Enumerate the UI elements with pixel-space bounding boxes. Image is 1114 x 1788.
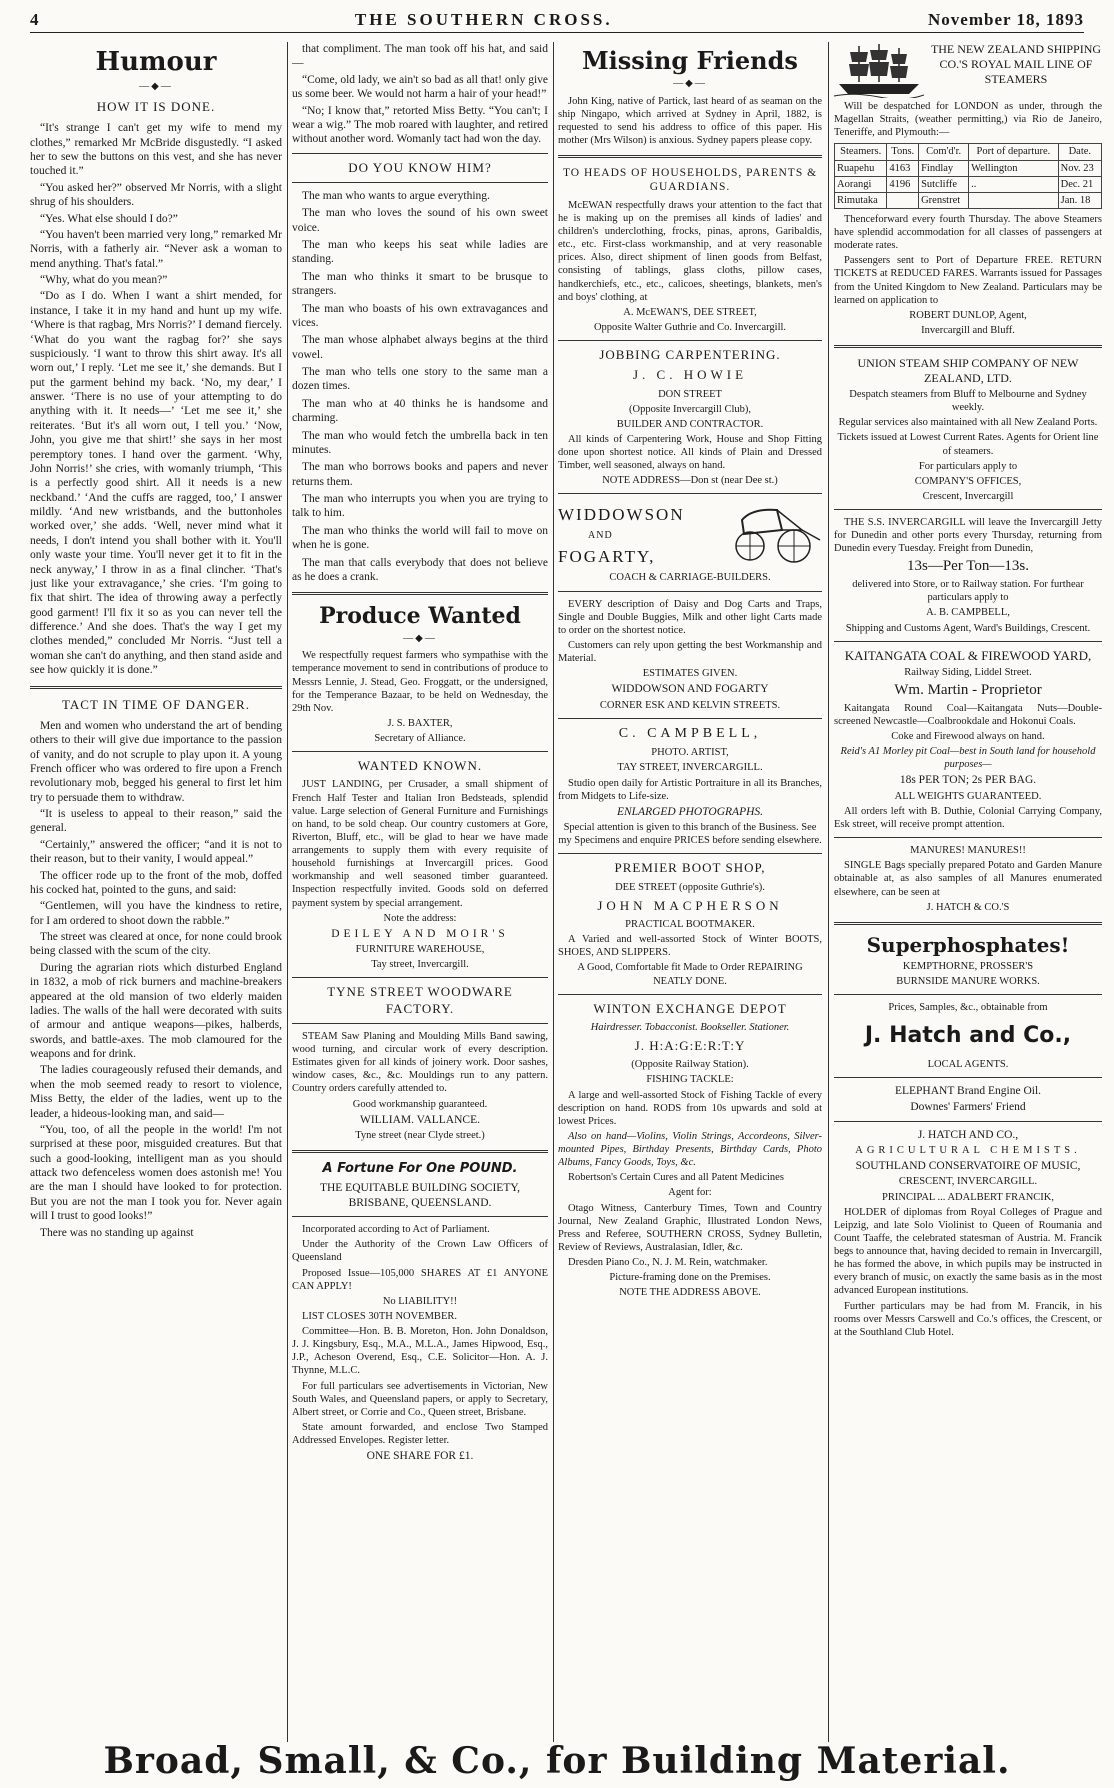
paragraph: EVERY description of Daisy and Dog Carts and Traps, Single and Double Buggies, Milk and other light Carts made to order on the shortest notice. (558, 598, 822, 636)
list-item: The man who loves the sound of his own sweet voice. (292, 207, 548, 234)
table-row (835, 176, 1102, 192)
divider (292, 1216, 548, 1217)
ad-heading: WINTON EXCHANGE DEPOT (593, 1000, 787, 1016)
ad-note: Note the address: (383, 912, 457, 924)
ad-heading: Agent for: (668, 1187, 712, 1199)
ad-heading: THE NEW ZEALAND SHIPPING CO.'S ROYAL MAIL LINE OF STEAMERS (930, 42, 1102, 86)
ad-note: ALL WEIGHTS GUARANTEED. (894, 790, 1042, 802)
ad-heading: MANURES! MANURES!! (910, 845, 1026, 857)
paragraph: The ladies courageously refused their demands, and when the mob seemed ready to resort to violence, Miss Betty, the elder of the ladies, went up to the leader, a hideous-looking man, and said— (30, 1064, 282, 1120)
paragraph: “Why, what do you mean?” (40, 274, 168, 286)
paragraph: “It is useless to appeal to their reason,” said the general. (30, 808, 282, 835)
section-heading-humour: Humour (95, 47, 217, 77)
paragraph: McEWAN respectfully draws your attention to the fact that he is making up on the premises all kinds of ladies' and children's underclothing, frocks, pinas, aprons, Garibaldis, etc., etc. First-class workmanship, and at very reasonable prices. Also, direct shipment of linen goods from Belfast, consisting of tablings, glass cloths, pillow cases, handkerchiefs, etc., etc., calicoes, sheetings, blankets, men's and boys' clothing, at (558, 199, 822, 303)
paragraph: STEAM Saw Planing and Moulding Mills Band sawing, wood turning, and circular work of every description. Estimates given for all kinds of joinery work. Door sashes, window cases, &c., &c. Mouldings run to any pattern. Country orders carefully attended to. (292, 1030, 548, 1095)
ad-address: Crescent, Invercargill (922, 490, 1014, 502)
ad-address: Invercargill and Bluff. (921, 324, 1015, 336)
paragraph: THE S.S. INVERCARGILL will leave the Invercargill Jetty for Dunedin and other ports every Thursday, returning from Dunedin every Tuesday. Freight from Dunedin, (834, 517, 1102, 555)
paragraph: All orders left with B. Duthie, Colonial Carrying Company, Esk street, will receive prompt attention. (834, 805, 1102, 830)
table-row (835, 192, 1102, 208)
paragraph: Coke and Firewood always on hand. (891, 731, 1045, 742)
divider (834, 1121, 1102, 1122)
list-item: The man that calls everybody that does not believe as he does a crank. (292, 556, 548, 583)
ad-business-name: THE EQUITABLE BUILDING SOCIETY, BRISBANE, QUEENSLAND. (319, 1182, 521, 1209)
divider (834, 509, 1102, 510)
ad-note: NOTE ADDRESS—Don st (near Dee st.) (602, 475, 778, 487)
column-three (558, 42, 822, 1742)
paragraph: “Come, old lady, we ain't so bad as all that! only give us some beer. We would not harm a hair of your head!” (292, 73, 548, 101)
ad-trade: COACH & CARRIAGE-BUILDERS. (609, 572, 771, 584)
ad-business-name: C. CAMPBELL, (618, 725, 762, 741)
divider (30, 686, 282, 689)
ad-address: TAY STREET, INVERCARGILL. (617, 762, 763, 774)
list-item: The man who thinks the world will fail to move on when he is gone. (292, 524, 548, 552)
paragraph: “Certainly,” answered the officer; “and it is not to their reason, but to their vanity, I would appeal.” (30, 838, 282, 866)
paragraph: All kinds of Carpentering Work, House and Shop Fitting done upon shortest notice. All kinds of Plain and Dressed Timber, well seasoned, always on hand. (558, 433, 822, 472)
ad-note: Good workmanship guaranteed. (352, 1098, 488, 1110)
divider (292, 153, 548, 154)
paragraph: SINGLE Bags specially prepared Potato and Garden Manure obtainable at, as also samples of all Manures enumerated elsewhere, can be seen at (834, 860, 1102, 898)
table-cell: 4196 (887, 176, 919, 192)
signature-title: Secretary of Alliance. (374, 733, 466, 744)
paragraph: Kaitangata Round Coal—Kaitangata Nuts—Double-screened Newcastle—Coalbrookdale and Hokonui Coals. (834, 702, 1102, 727)
divider (292, 977, 548, 978)
list-item: The man whose alphabet always begins at the third vowel. (292, 334, 548, 361)
ad-proprietor: Wm. Martin - Proprietor (894, 682, 1042, 698)
list (292, 189, 548, 584)
ad-heading-superphosphates: Superphosphates! (866, 932, 1070, 957)
ad-business-name: WIDDOWSON AND FOGARTY (611, 683, 769, 696)
table-cell: Rimutaka (835, 192, 887, 208)
ornament-rule: —◆— (139, 80, 173, 92)
paragraph: “You, too, of all the people in the world! I'm not surprised at these poor, misguided creatures. But that such a good-looking, intelligent man as you should attack two defenceless women does astonish me! You are the man I should have looked to for protection. But you are not the man I took you for. Never again will I trust to good looks!” (30, 1123, 282, 1223)
column-divider (553, 42, 554, 1742)
paragraph: Prices, Samples, &c., obtainable from (888, 1002, 1048, 1013)
ad-closing: ONE SHARE FOR £1. (366, 1450, 474, 1463)
paragraph: For particulars apply to (918, 460, 1018, 472)
paragraph: Also on hand—Violins, Violin Strings, Accordeons, Silver-mounted Pipes, Birthday Presents, Birthday Cards, Photo Albums, Fancy Goods, Toys, &c. (558, 1130, 822, 1169)
ad-address: Tay street, Invercargill. (371, 959, 469, 971)
table-cell (969, 192, 1058, 208)
paragraph: Under the Authority of the Crown Law Officers of Queensland (292, 1239, 548, 1264)
ad-business-name: FOGARTY, (558, 547, 656, 567)
ad-street: DON STREET (658, 388, 722, 400)
list-item: The man who wants to argue everything. (302, 189, 490, 202)
paragraph: “You haven't been married very long,” remarked Mr Norris, with a fatherly air. “Never ask a woman to mend anything. That's fatal.” (30, 228, 282, 270)
ad-note: NOTE THE ADDRESS ABOVE. (619, 1287, 761, 1299)
list-item: The man who interrupts you when you are trying to talk to him. (292, 493, 548, 520)
story-body (30, 719, 282, 1240)
ad-heading: TYNE STREET WOODWARE FACTORY. (327, 984, 513, 1016)
paragraph: Committee—Hon. B. B. Moreton, Hon. John Donaldson, J. J. Kingsbury, Esq., M.A., M.L.A., James Hipwood, Esq., J.P., Acheson Overend, Esq., C.E. Solicitor—Hon. A. J. Thynne, M.L.C. (292, 1326, 548, 1377)
paragraph: delivered into Store, or to Railway station. For furthear particulars apply to (852, 579, 1084, 604)
paragraph: Picture-framing done on the Premises. (609, 1272, 771, 1284)
ad-business-type: FURNITURE WAREHOUSE, (355, 944, 485, 956)
divider (558, 155, 822, 158)
signature: J. S. BAXTER, (387, 717, 453, 729)
paragraph: The officer rode up to the front of the mob, doffed his cocked hat, pointed to the guns, and said: (30, 869, 282, 896)
ad-note: ESTIMATES GIVEN. (642, 668, 738, 680)
paragraph: Despatch steamers from Bluff to Melbourne and Sydney weekly. (849, 389, 1087, 414)
paragraph: Regular services also maintained with all New Zealand Ports. (838, 417, 1098, 429)
table-cell: Ruapehu (835, 160, 887, 176)
paragraph: Will be despatched for LONDON as under, through the Magellan Straits, (weather permitting,) via Rio de Janeiro, Teneriffe, and Plymouth:— (834, 101, 1102, 139)
list-item: The man who borrows books and papers and never returns them. (292, 461, 548, 488)
ad-trade: PHOTO. ARTIST, (651, 747, 729, 759)
divider (558, 591, 822, 592)
divider (292, 1150, 548, 1153)
ad-address: Opposite Walter Guthrie and Co. Invercargill. (593, 321, 787, 333)
table-cell: Jan. 18 (1058, 192, 1101, 208)
paragraph: There was no standing up against (40, 1226, 194, 1239)
divider (834, 641, 1102, 642)
ad-business-name: J. C. HOWIE (632, 367, 748, 383)
story-body (30, 121, 282, 677)
column-header: Steamers. (835, 144, 887, 160)
carriage-illustration (722, 500, 822, 566)
column-divider (287, 42, 288, 1742)
paragraph: “It's strange I can't get my wife to mend my clothes,” remarked Mr McBride disgustedly. “I asked her to sew the buttons on this vest, and she has never touched it.” (30, 122, 282, 178)
ad-trade: BUILDER AND CONTRACTOR. (616, 418, 764, 430)
ad-address: CORNER ESK AND KELVIN STREETS. (599, 699, 781, 711)
paragraph: Passengers sent to Port of Departure FREE. RETURN TICKETS at REDUCED FARES. Warrants issued for Passages from the United Kingdom to New Zealand. Particulars may be learned on application to (834, 255, 1102, 306)
masthead (30, 8, 1084, 33)
paragraph: A Varied and well-assorted Stock of Winter BOOTS, SHOES, AND SLIPPERS. (558, 934, 822, 959)
paragraph: A Good, Comfortable fit Made to Order REPAIRING NEATLY DONE. (577, 962, 803, 987)
divider (558, 493, 822, 494)
table-cell: Findlay (919, 160, 969, 176)
table-cell: Nov. 23 (1058, 160, 1101, 176)
ad-business-name: BURNSIDE MANURE WORKS. (896, 975, 1040, 987)
footer-advertisement: Broad, Small, & Co., for Building Material. (103, 1740, 1011, 1782)
table-cell (887, 192, 919, 208)
divider (292, 751, 548, 752)
paragraph: Customers can rely upon getting the best Workmanship and Material. (558, 639, 822, 664)
paragraph: Reid's A1 Morley pit Coal—best in South land for household purposes— (840, 746, 1096, 771)
divider (558, 340, 822, 341)
story-title: TACT IN TIME OF DANGER. (62, 696, 250, 712)
ad-business-name: JOHN MACPHERSON (597, 897, 783, 913)
ad-principal: PRINCIPAL ... ADALBERT FRANCIK, (882, 1191, 1054, 1203)
ad-business-name: DEILEY AND MOIR'S (331, 927, 509, 940)
ad-address: CRESCENT, INVERCARGILL. (898, 1176, 1038, 1188)
paragraph: For full particulars see advertisements in Victorian, New South Wales, and Queensland papers, or apply to Secretary, Albert street, or Corrie and Co., Queen street, Brisbane. (292, 1380, 548, 1418)
ad-note: LOCAL AGENTS. (927, 1058, 1009, 1070)
table-cell: Wellington (969, 160, 1058, 176)
paragraph: “You asked her?” observed Mr Norris, with a slight shrug of his shoulders. (30, 181, 282, 209)
paragraph: We respectfully request farmers who sympathise with the temperance movement to send in contributions of produce to Messrs Lennie, J. Stead, Geo. Froggatt, or the undersigned, for the Temperance Bazaar, to be held on Wednesday, the 29th Nov. (292, 650, 548, 714)
divider (558, 718, 822, 719)
paragraph: Further particulars may be had from M. Francik, in his rooms over Messrs Carswell and Co.'s offices, the Crescent, or at the Southland Club Hotel. (834, 1300, 1102, 1338)
paragraph: that compliment. The man took off his hat, and said— (292, 43, 548, 70)
ad-heading: UNION STEAM SHIP COMPANY OF NEW ZEALAND, LTD. (857, 356, 1079, 385)
ornament-rule: —◆— (403, 632, 437, 644)
paragraph: The street was cleared at once, for none could brook being classed with the scum of the city. (30, 931, 282, 958)
ad-widdowson (558, 500, 822, 571)
paragraph: “No; I know that,” retorted Miss Betty. “You can't; I wear a wig.” The mob roared with laughter, and retired without another word. Womanly tact had won the day. (292, 104, 548, 146)
paragraph: LIST CLOSES 30TH NOVEMBER. (302, 1310, 457, 1322)
paragraph: Proposed Issue—105,000 SHARES AT £1 ANYONE CAN APPLY! (292, 1267, 548, 1292)
story-title: DO YOU KNOW HIM? (348, 159, 492, 175)
ad-address: (Opposite Invercargill Club), (629, 403, 751, 415)
ad-address: (Opposite Railway Station). (631, 1059, 749, 1071)
ad-trade: PRACTICAL BOOTMAKER. (625, 919, 755, 930)
divider (558, 994, 822, 995)
divider (292, 1023, 548, 1024)
paragraph: No LIABILITY!! (382, 1295, 458, 1307)
paragraph: Special attention is given to this branch of the Business. See my Specimens and enquire PRICES before sending elsewhere. (558, 822, 822, 847)
ad-heading: JOBBING CARPENTERING. (599, 347, 781, 362)
ad-product: Downes' Farmers' Friend (910, 1101, 1026, 1114)
ornament-rule: —◆— (673, 78, 707, 89)
ad-heading: WANTED KNOWN. (357, 758, 483, 774)
ad-address: Railway Siding, Liddel Street. (904, 666, 1032, 678)
divider (834, 837, 1102, 838)
table-cell: .. (969, 176, 1058, 192)
paragraph: “Yes. What else should I do?” (40, 212, 178, 225)
ad-heading: TO HEADS OF HOUSEHOLDS, PARENTS & GUARDIANS. (562, 167, 818, 194)
ad-trades: Hairdresser. Tobacconist. Bookseller. Stationer. (590, 1021, 790, 1033)
section-heading-missing-friends: Missing Friends (582, 46, 798, 75)
list-item: The man who thinks it smart to be brusque to strangers. (292, 270, 548, 298)
issue-date: November 18, 1893 (928, 10, 1084, 29)
ad-business-name: J. HATCH AND CO., (917, 1128, 1019, 1141)
page-number: 4 (30, 10, 40, 29)
ad-business-name: WILLIAM. VALLANCE. (360, 1113, 480, 1126)
ad-business-name: WIDDOWSON (558, 505, 685, 525)
list-item: The man who tells one story to the same man a dozen times. (292, 366, 548, 393)
divider (292, 182, 548, 183)
table-row (835, 160, 1102, 176)
ad-business-name: COMPANY'S OFFICES, (914, 475, 1022, 487)
paragraph: Incorporated according to Act of Parliament. (302, 1224, 490, 1236)
ad-heading: PREMIER BOOT SHOP, (614, 860, 766, 876)
paragraph: A large and well-assorted Stock of Fishing Tackle of every description on hand. RODS from 10s upwards and sold at lowest Prices. (558, 1089, 822, 1127)
ad-business-name: KEMPTHORNE, PROSSER'S (902, 960, 1034, 972)
ad-heading: KAITANGATA COAL & FIREWOOD YARD, (844, 647, 1092, 663)
divider (834, 1077, 1102, 1078)
column-humour (30, 42, 282, 1742)
column-two (292, 42, 548, 1742)
ad-heading: ENLARGED PHOTOGRAPHS. (616, 805, 764, 818)
paragraph: HOLDER of diplomas from Royal Colleges of Prague and Leipzig, and late Solo Violinist to Queen of Roumania and Count Taaffe, the celebrated statesman of Austria. M. Francik begs to announce that, having decided to remain in Invercargill, he has formed the above, in which pupils may be instructed in every branch of music, on exactly the same basis as in the most advanced European institutions. (834, 1206, 1102, 1297)
paragraph: “Do as I do. When I want a shirt mended, for instance, I take it in my hand and hunt up my wife. ‘Where is that ragbag, Mrs Norris?’ I demand fiercely. ‘What do you want the ragbag for?’ she says suspiciously. ‘I want to throw this shirt away. It's all worn out,’ I reply. ‘Let me see it,’ she demands. But I put the garment behind my back. ‘No, my dear,’ I answer. ‘There is no use of your attempting to do anything with it. It needs—’ ‘Let me see it,’ she reiterates. ‘But it's all worn out, I tell you.’ ‘Now, John, you give me that shirt!’ she says in her most peremptory tones. I hand over the garment. ‘Why, John Norris!’ she cries, with womanly triumph, ‘This is a perfectly good shirt. All it needs is a new neckband.’ ‘And the cuffs are ragged, too,’ I answer mildly. ‘And new wristbands, and the buttonholes worked over,’ she adds. ‘Well, never mind what it needs, I don't intend you shall bother with it. You'll only waste your time. You'll never get it to fit in the neck anyway,’ I throw in as a final clincher. ‘That's just like your extravagance,’ she cries. ‘I'm going to fix that shirt. The idea of throwing away a perfectly good garment! I'll fix it so as you can never tell the difference.’ And she does. That's the way I get my clothes mended,” concluded Mr Norris. “Just tell a woman she can't do anything, and then stand aside and see how quickly it is done.” (30, 290, 282, 677)
table-cell: Grenstret (919, 192, 969, 208)
column-header: Com'd'r. (919, 144, 969, 160)
list-item: The man who keeps his seat while ladies are standing. (292, 239, 548, 266)
ad-price: 18s PER TON; 2s PER BAG. (899, 774, 1037, 787)
table-cell: 4163 (887, 160, 919, 176)
divider (834, 994, 1102, 995)
ad-business-name: ROBERT DUNLOP, Agent, (909, 309, 1027, 321)
divider (834, 345, 1102, 348)
steamer-schedule-table (834, 143, 1102, 209)
paragraph: Thenceforward every fourth Thursday. The above Steamers have splendid accommodation for all classes of passengers at moderate rates. (834, 213, 1102, 252)
sailing-ship-icon (834, 42, 924, 98)
table-cell: Aorangi (835, 176, 887, 192)
paragraph: Studio open daily for Artistic Portraiture in all its Branches, from Midgets to Life-size. (558, 777, 822, 802)
ad-heading: FISHING TACKLE: (646, 1074, 734, 1086)
paragraph: JUST LANDING, per Crusader, a small shipment of French Half Tester and Italian Iron Bedsteads, splendid value. Large selection of General Furniture and Furnishings on hand, to be sold cheap. Our country customers at Gore, Riverton, Bluff, etc., will be glad to hear we have made arrangements to supply them with every requisite of household furnishings at Invercargill prices. Good workmanship and well seasoned timber guaranteed. Inspection respectfully invited. Goods sold on deferred payment system by special arrangement. (292, 779, 548, 909)
column-header: Tons. (887, 144, 919, 160)
list-item: The man who at 40 thinks he is handsome and charming. (292, 397, 548, 425)
newspaper-title: THE SOUTHERN CROSS. (354, 10, 613, 29)
table-cell: Sutcliffe (919, 176, 969, 192)
ad-conjunction: AND (588, 529, 613, 541)
ad-business-name: A. McEWAN'S, DEE STREET, (623, 306, 757, 318)
ad-business-name: J. H:A:G:E:R:T:Y (634, 1038, 746, 1053)
ad-heading: SOUTHLAND CONSERVATOIRE OF MUSIC, (855, 1160, 1081, 1172)
table-cell: Dec. 21 (1058, 176, 1101, 192)
ad-product: ELEPHANT Brand Engine Oil. (894, 1084, 1042, 1097)
divider (834, 922, 1102, 925)
paragraph: During the agrarian riots which disturbed England in 1832, a mob of rick burners and machine-breakers appeared at the old mansion of two elderly maiden ladies. The walls of the hall were decorated with suits of armour and antique weapons—pikes, halberds, swords, and battle-axes. The mob clamoured for the weapons and for drink. (30, 961, 282, 1060)
paragraph: “Gentlemen, will you have the kindness to retire, for I am ordered to shoot down the rabble.” (30, 900, 282, 927)
paragraph: Dresden Piano Co., N. J. M. Rein, watchmaker. (568, 1257, 768, 1268)
ad-trade: AGRICULTURAL CHEMISTS. (855, 1144, 1081, 1156)
ad-heading-hatch: J. Hatch and Co., (864, 1023, 1072, 1049)
column-header: Date. (1058, 144, 1101, 160)
heading-produce-wanted: Produce Wanted (319, 603, 521, 630)
ad-price: 13s—Per Ton—13s. (906, 558, 1029, 575)
paragraph: Men and women who understand the art of bending others to their will give due importance to the passion of vanity, and do not scruple to play upon it. A young French officer who was ordered to fire upon a French revolutionary mob, begged his general to first let him try to persuade them to withdraw. (30, 719, 282, 804)
story-title: HOW IT IS DONE. (96, 99, 216, 114)
paragraph: John King, native of Partick, last heard of as seaman on the ship Ningapo, which arrived at Sydney in April, 1882, is requested to send his address to office of this paper. His mother (Mrs Wilson) is anxious. Sydney papers please copy. (558, 95, 822, 146)
ad-address: Tyne street (near Clyde street.) (355, 1130, 485, 1141)
ad-address: DEE STREET (opposite Guthrie's). (615, 881, 765, 893)
column-divider (828, 42, 829, 1742)
paragraph: Tickets issued at Lowest Current Rates. Agents for Orient line of steamers. (837, 432, 1099, 457)
column-four (834, 42, 1102, 1742)
paragraph: State amount forwarded, and enclose Two Stamped Addressed Envelopes. Register letter. (292, 1421, 548, 1446)
column-header: Port of departure. (969, 144, 1058, 160)
list-item: The man who would fetch the umbrella back in ten minutes. (292, 429, 548, 456)
paragraph: Otago Witness, Canterbury Times, Town and Country Journal, New Zealand Graphic, Illustrated London News, Press and Referee, SOUTHERN CROSS, Sydney Bulletin, Review of Reviews, Australasian, Idler, &c. (558, 1202, 822, 1253)
ad-heading-fortune: A Fortune For One POUND. (322, 1161, 518, 1177)
ad-address: Shipping and Customs Agent, Ward's Buildings, Crescent. (845, 622, 1091, 634)
divider (292, 592, 548, 595)
table-header-row (835, 144, 1102, 160)
ad-business-name: A. B. CAMPBELL, (926, 607, 1010, 619)
divider (558, 853, 822, 854)
ad-business-name: J. HATCH & CO.'S (926, 901, 1010, 913)
paragraph: Robertson's Certain Cures and all Patent Medicines (568, 1172, 784, 1184)
list-item: The man who boasts of his own extravagances and vices. (292, 302, 548, 329)
